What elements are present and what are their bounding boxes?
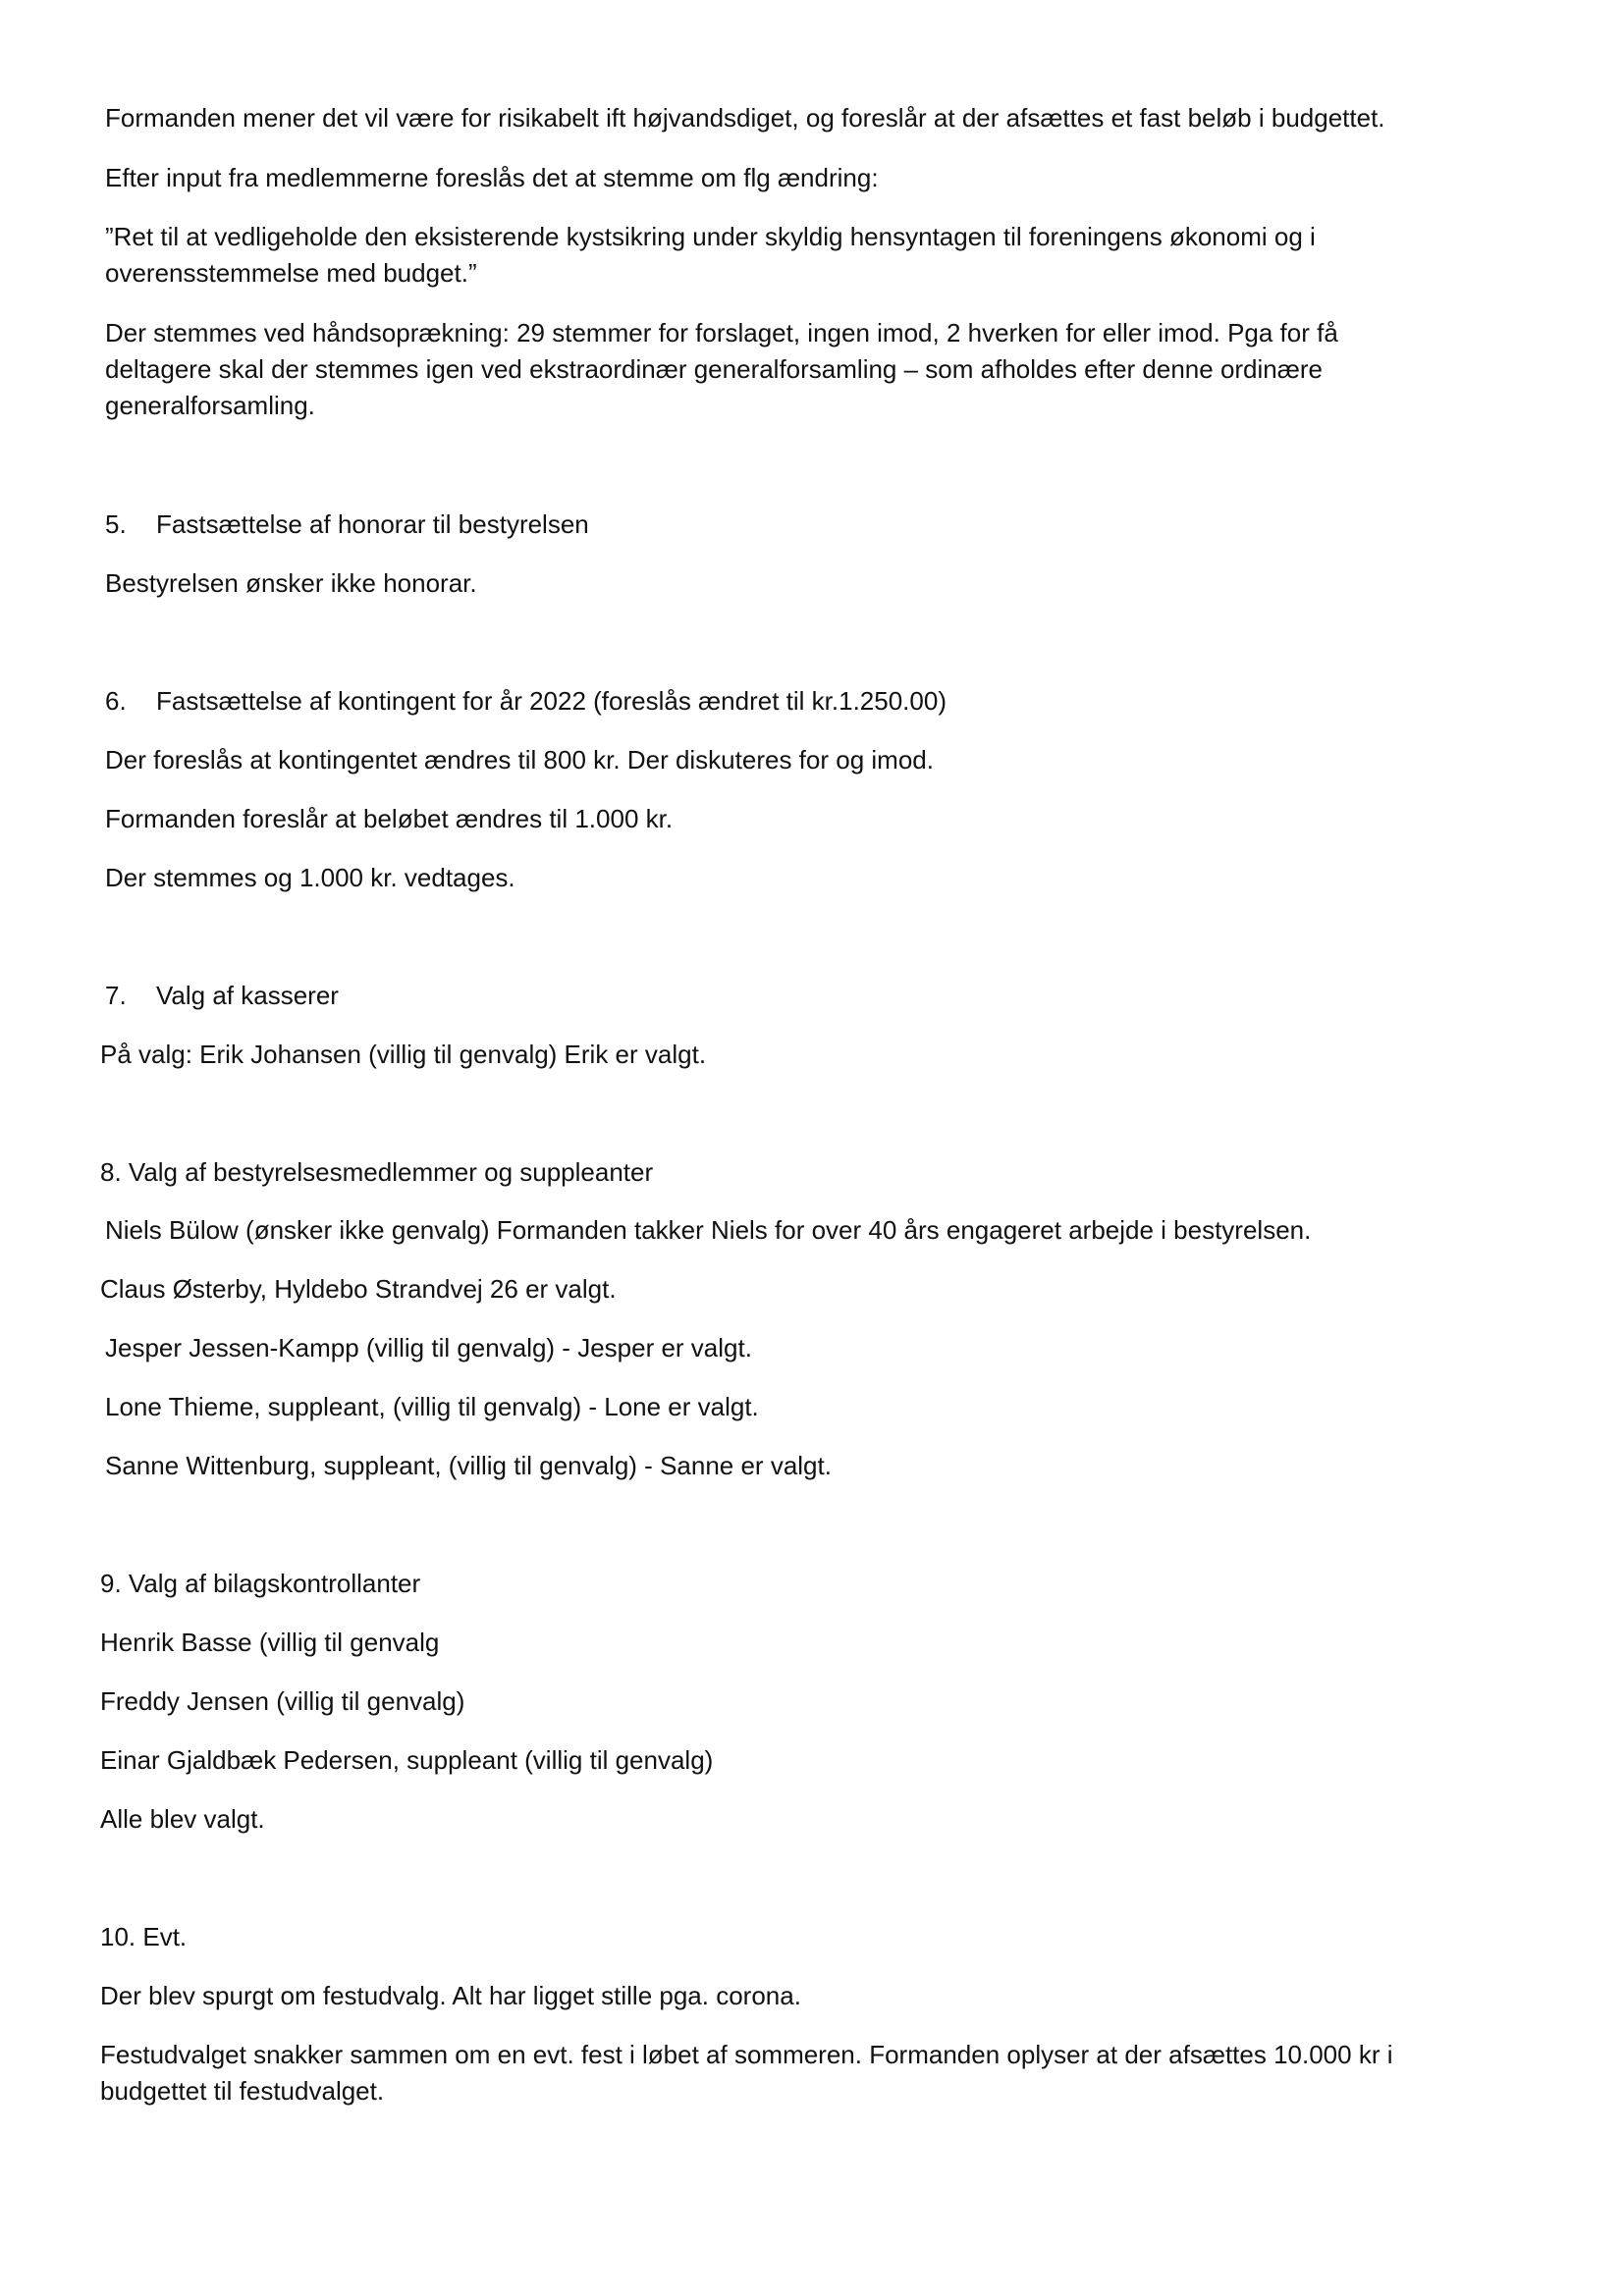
paragraph: Freddy Jensen (villig til genvalg) [100,1686,465,1716]
paragraph: Efter input fra medlemmerne foreslås det at stemme om flg ændring: [105,163,879,192]
section-title: Fastsættelse af honorar til bestyrelsen [156,509,589,539]
paragraph: budgettet til festudvalget. [100,2076,385,2106]
paragraph: Lone Thieme, suppleant, (villig til genvalg) - Lone er valgt. [105,1392,759,1421]
paragraph: Formanden foreslår at beløbet ændres til 1.000 kr. [105,804,674,833]
paragraph: Henrik Basse (villig til genvalg [100,1628,440,1657]
paragraph: Der stemmes ved håndsoprækning: 29 stemmer for forslaget, ingen imod, 2 hverken for eller imod. Pga for få [105,318,1338,347]
section-heading-8: 8. Valg af bestyrelsesmedlemmer og suppleanter [100,1157,654,1187]
paragraph: Alle blev valgt. [100,1804,265,1834]
paragraph: deltagere skal der stemmes igen ved ekstraordinær generalforsamling – som afholdes efter denne ordinære [105,354,1323,384]
section-number: 6. [105,686,127,716]
paragraph: overensstemmelse med budget.” [105,258,477,288]
section-number: 7. [105,981,127,1010]
paragraph: Einar Gjaldbæk Pedersen, suppleant (villig til genvalg) [100,1745,714,1775]
paragraph: Sanne Wittenburg, suppleant, (villig til genvalg) - Sanne er valgt. [105,1451,832,1480]
paragraph: generalforsamling. [105,391,315,420]
section-number: 5. [105,509,127,539]
paragraph: Niels Bülow (ønsker ikke genvalg) Formanden takker Niels for over 40 års engageret arbejde i bestyrelsen. [105,1215,1312,1245]
paragraph: Der foreslås at kontingentet ændres til 800 kr. Der diskuteres for og imod. [105,745,934,774]
paragraph: Der stemmes og 1.000 kr. vedtages. [105,863,515,892]
section-heading-10: 10. Evt. [100,1922,188,1951]
section-title: Fastsættelse af kontingent for år 2022 (foreslås ændret til kr.1.250.00) [156,686,947,716]
paragraph: Festudvalget snakker sammen om en evt. fest i løbet af sommeren. Formanden oplyser at der afsættes 10.000 kr i [100,2040,1393,2069]
paragraph: Der blev spurgt om festudvalg. Alt har ligget stille pga. corona. [100,1981,801,2010]
paragraph: Claus Østerby, Hyldebo Strandvej 26 er valgt. [100,1274,617,1304]
paragraph: Jesper Jessen-Kampp (villig til genvalg) - Jesper er valgt. [105,1333,752,1362]
section-heading-9: 9. Valg af bilagskontrollanter [100,1569,421,1598]
section-heading-6 [105,682,947,720]
paragraph: På valg: Erik Johansen (villig til genvalg) Erik er valgt. [100,1040,707,1069]
paragraph: ”Ret til at vedligeholde den eksisterende kystsikring under skyldig hensyntagen til foreningens økonomi og i [105,222,1316,251]
paragraph: Formanden mener det vil være for risikabelt ift højvandsdiget, og foreslår at der afsættes et fast beløb i budgettet. [105,103,1385,133]
section-heading-5 [105,506,589,543]
section-heading-7 [105,977,339,1014]
paragraph: Bestyrelsen ønsker ikke honorar. [105,568,477,598]
section-title: Valg af kasserer [156,981,339,1010]
